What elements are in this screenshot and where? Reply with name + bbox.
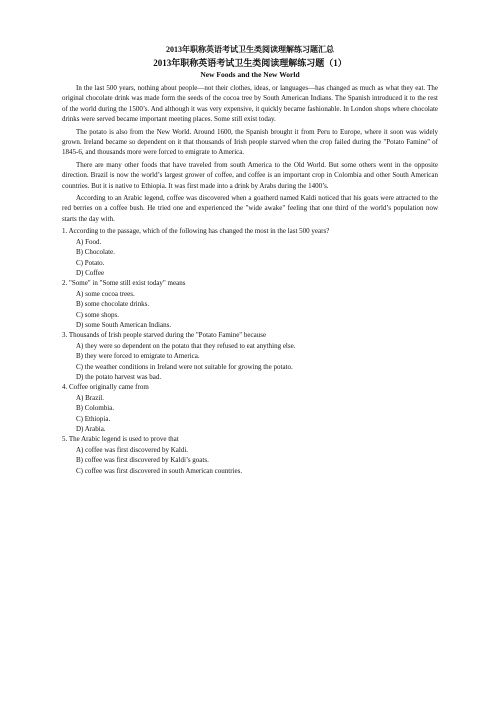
question-stem: 3. Thousands of Irish people starved during the "Potato Famine" because: [62, 331, 267, 340]
question-3: [62, 330, 438, 382]
question-stem: 2. "Some" in "Some still exist today" means: [62, 279, 186, 288]
question-option: A) Brazil.: [76, 393, 104, 402]
article-title: New Foods and the New World: [200, 70, 300, 79]
question-option: B) Chocolate.: [76, 248, 115, 257]
question-4: [62, 382, 438, 434]
question-option: C) Potato.: [76, 258, 105, 267]
question-option: C) coffee was first discovered in south American countries.: [76, 466, 243, 475]
question-option: C) Ethiopia.: [76, 414, 111, 423]
main-title: 2013年职称英语考试卫生类阅读理解练习题（1）: [153, 58, 347, 68]
paragraph-3: There are many other foods that have traveled from south America to the Old World. But some others went in the opposite direction. Brazil is now the world’s largest grower of coffee, and coffee is an important crop in Colombia and other South American countries. But it is native to Ethiopia. It was first made into a drink by Arabs during the 1400’s.: [62, 160, 438, 190]
question-stem: 4. Coffee originally came from: [62, 383, 149, 392]
question-1: [62, 226, 438, 278]
document-content: [62, 44, 438, 476]
question-option: B) some chocolate drinks.: [76, 300, 150, 309]
question-stem: 5. The Arabic legend is used to prove that: [62, 435, 179, 444]
question-option: A) Food.: [76, 237, 102, 246]
header-title: 2013年职称英语考试卫生类阅读理解练习题汇总: [166, 45, 334, 54]
question-list: [62, 226, 438, 476]
paragraph-1: In the last 500 years, nothing about people—not their clothes, ideas, or languages—has changed as much as what they eat. The original chocolate drink was made form the seeds of the cocoa tree by South American Indians. The Spanish introduced it to the rest of the world during the 1500’s. And although it was very expensive, it quickly became fashionable. In London shops where chocolate drinks were served became important meeting places. Some still exist today.: [62, 84, 438, 124]
question-option: D) some South American Indians.: [76, 320, 172, 329]
question-5: [62, 434, 438, 476]
question-option: C) some shops.: [76, 310, 119, 319]
question-stem: 1. According to the passage, which of the following has changed the most in the last 500 years?: [62, 227, 330, 236]
question-option: A) some cocoa trees.: [76, 289, 135, 298]
question-option: B) they were forced to emigrate to America.: [76, 352, 200, 361]
question-option: A) coffee was first discovered by Kaldi.: [76, 445, 189, 454]
question-2: [62, 278, 438, 330]
question-option: C) the weather conditions in Ireland were not suitable for growing the potato.: [76, 362, 293, 371]
question-option: B) coffee was first discovered by Kaldi’s goats.: [76, 456, 209, 465]
question-option: B) Colombia.: [76, 404, 115, 413]
question-option: A) they were so dependent on the potato that they refused to eat anything else.: [76, 341, 296, 350]
question-option: D) Coffee: [76, 268, 105, 277]
paragraph-4: According to an Arabic legend, coffee was discovered when a goatherd named Kaldi noticed that his goats were attracted to the red berries on a coffee bush. He tried one and experienced the "wide awake" feeling that one third of the world’s population now starts the day with.: [62, 194, 438, 223]
question-option: D) Arabia.: [76, 425, 106, 433]
question-option: D) the potato harvest was bad.: [76, 372, 162, 381]
paragraph-2: The potato is also from the New World. Around 1600, the Spanish brought it from Peru to Europe, where it soon was widely grown. Ireland became so dependent on it that thousands of Irish people starved when the crop failed during the "Potato Famine" of 1845-6, and thousands more were forced to emigrate to America.: [62, 127, 438, 157]
